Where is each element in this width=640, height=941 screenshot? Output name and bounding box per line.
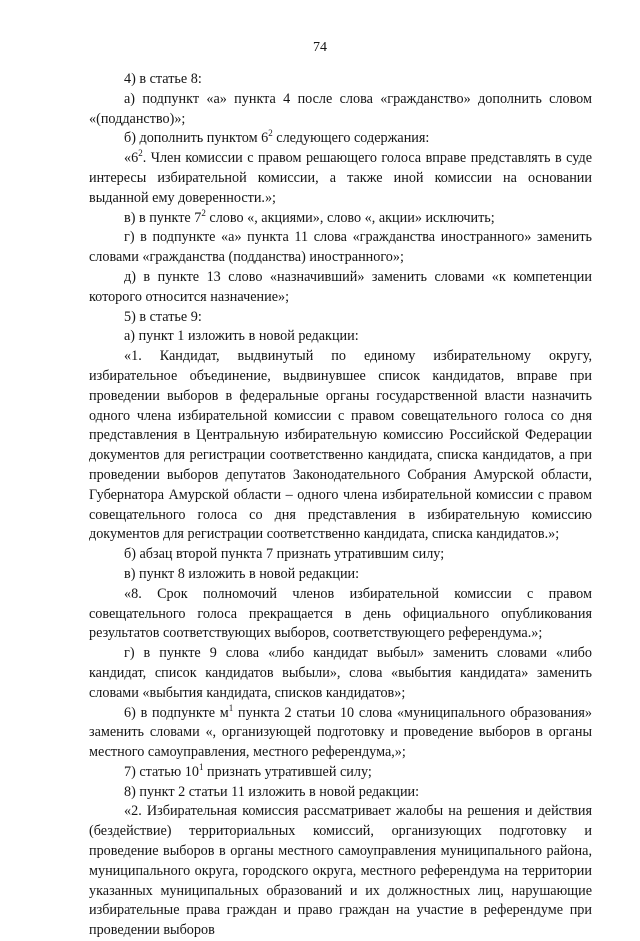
paragraph-9-g: г) в пункте 9 слова «либо кандидат выбыл» заменить словами «либо кандидат, список кандидатов выбыли», слова «выбытия кандидата» заменить словами «выбытия кандидата, списков кандидатов»; xyxy=(89,645,592,701)
paragraph-article-8-heading: 4) в статье 8: xyxy=(124,71,202,87)
paragraph-8-g: г) в подпункте «а» пункта 11 слова «гражданства иностранного» заменить словами «гражданства (подданства) иностранного»; xyxy=(89,229,592,266)
paragraph-9-b: б) абзац второй пункта 7 признать утратившим силу; xyxy=(124,546,445,563)
paragraph-8-d: д) в пункте 13 слово «назначивший» заменить словами «к компетенции которого относится назначение»; xyxy=(89,268,592,305)
paragraph-article-9-heading: 5) в статье 9: xyxy=(124,308,202,325)
paragraph-9-v-text: «8. Срок полномочий членов избирательной комиссии с правом совещательного голоса прекращается в день официального опубликования результатов соответствующих выборов, соответствующего референдума.»; xyxy=(89,585,592,642)
paragraph-8-text: «2. Избирательная комиссия рассматривает жалобы на решения и действия (бездействие) территориальных комиссий, организующих подготовку и проведение выборов в органы местного самоуправления муниципального района, муниципального округа, городского округа, местного референдума на территории указанных муниципальных образований и их должностных лиц, нарушающие избирательные права граждан и право граждан на участие в референдуме при проведении выборов xyxy=(89,803,592,939)
paragraph-8: 8) пункт 2 статьи 11 изложить в новой редакции: xyxy=(124,783,420,800)
paragraph-8-a: а) подпункт «а» пункта 4 после слова «гражданство» дополнить словом «(подданство)»; xyxy=(89,90,592,127)
paragraph-6: 6) в подпункте $м^1$ пункта 2 статьи 10 слова «муниципального образования» заменить словами «, организующей подготовку и проведение выборов в органы местного самоуправления, местного референдума,»; xyxy=(89,702,592,761)
paragraph-8-b-text: «$6^2$. Член комиссии с правом решающего голоса вправе представлять в суде интересы избирательной комиссии, а также иной комиссии на основании выданной ему доверенности.»; xyxy=(89,148,592,206)
paragraph-7: 7) статью $10^1$ признать утратившей силу; xyxy=(124,761,372,780)
paragraph-9-a-text: «1. Кандидат, выдвинутый по единому избирательному округу, избирательное объединение, выдвинувшее список кандидатов, вправе при проведении выборов в федеральные органы государственной власти назначить одного члена избирательной комиссии с правом совещательного голоса со дня представления в Центральную избирательную комиссию Российской Федерации документов для регистрации соответственно кандидата, списка кандидатов, а при проведении выборов депутатов Законодательного Собрания Амурской области, Губернатора Амурской области – одного члена избирательной комиссии с правом совещательного голоса со дня представления в избирательную комиссию документов для регистрации соответственно кандидата, списка кандидатов.»; xyxy=(89,348,592,543)
paragraph-9-v: в) пункт 8 изложить в новой редакции: xyxy=(124,565,360,582)
paragraph-9-a: а) пункт 1 изложить в новой редакции: xyxy=(124,328,359,345)
paragraph-8-v: в) в пункте $7^2$ слово «, акциями», слово «, акции» исключить; xyxy=(124,207,495,226)
document-body xyxy=(89,70,592,941)
paragraph-8-b: б) дополнить пунктом $6^2$ следующего содержания: xyxy=(124,128,430,147)
page-number: 74 xyxy=(313,40,327,55)
